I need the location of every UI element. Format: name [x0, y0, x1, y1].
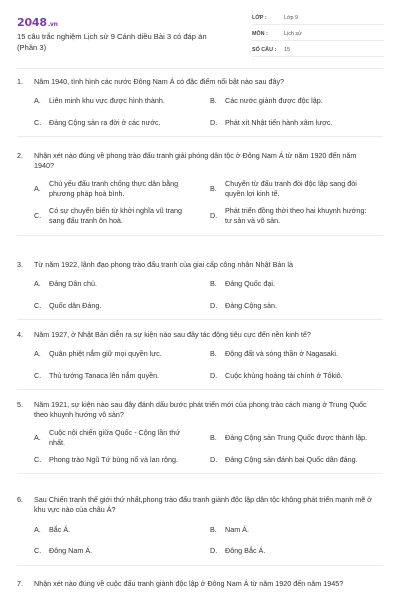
- header-divider: [17, 68, 383, 69]
- question-number: 7.: [17, 579, 23, 588]
- option-text: Phát triển đồng thời theo hai khuynh hướng: tư sản và vô sản.: [225, 205, 367, 226]
- question-body: Nhận xét nào đúng về cuộc đấu tranh giành độc lập ở Đông Nam Á từ năm 1920 đến năm 1945?: [34, 579, 344, 588]
- option-key: A.: [34, 433, 41, 443]
- option-c[interactable]: [34, 206, 210, 227]
- question-separator: [17, 319, 383, 320]
- option-text: Thủ tướng Tanaca lên nắm quyền.: [49, 370, 160, 380]
- question-separator: [17, 235, 383, 236]
- question-text: [17, 400, 383, 421]
- option-d[interactable]: [210, 546, 386, 556]
- option-text: Đảng Cộng sản.: [225, 300, 277, 310]
- option-a[interactable]: [34, 525, 210, 535]
- option-key: C.: [34, 210, 42, 220]
- option-text: Phát xít Nhật tiến hành xâm lược.: [225, 117, 333, 127]
- question-5: [17, 400, 383, 474]
- option-key: B.: [210, 96, 217, 106]
- option-grid: [34, 96, 383, 128]
- option-text: Đảng Cộng sản đánh bại Quốc dân đảng.: [225, 454, 358, 464]
- option-text: Đảng Cộng sản Trung Quốc được thành lập.: [225, 433, 368, 443]
- option-d[interactable]: [210, 455, 386, 465]
- option-key: B.: [210, 279, 217, 289]
- option-c[interactable]: [34, 546, 210, 556]
- option-key: C.: [34, 370, 42, 380]
- question-text: [17, 579, 383, 589]
- option-text: Đảng Quốc đại.: [225, 279, 275, 289]
- option-c[interactable]: [34, 118, 210, 128]
- meta-value: Lớp 9: [284, 14, 299, 21]
- option-grid: [34, 525, 383, 557]
- question-text: [17, 151, 383, 172]
- option-key: A.: [34, 279, 41, 289]
- question-2: [17, 151, 383, 236]
- meta-value: 15: [284, 46, 290, 53]
- option-key: D.: [210, 546, 218, 556]
- question-number: 3.: [17, 260, 23, 269]
- option-key: C.: [34, 546, 42, 556]
- option-b[interactable]: [210, 179, 386, 200]
- option-text: Bắc Á.: [49, 524, 71, 534]
- option-a[interactable]: [34, 96, 210, 106]
- option-c[interactable]: [34, 371, 210, 381]
- question-text: [17, 77, 383, 87]
- question-text: [17, 330, 383, 340]
- option-b[interactable]: [210, 349, 386, 359]
- meta-label: SỐ CÂU :: [252, 46, 277, 53]
- meta-label: MÔN :: [252, 30, 268, 37]
- question-6: [17, 495, 383, 566]
- option-text: Cuộc nội chiến giữa Quốc - Cộng lần thứ nhất.: [49, 427, 181, 448]
- option-text: Nam Á.: [225, 524, 249, 534]
- question-number: 6.: [17, 495, 23, 504]
- question-3: [17, 260, 383, 320]
- option-key: B.: [210, 184, 217, 194]
- document-title: 15 câu trắc nghiệm Lịch sử 9 Cánh diều Bài 3 có đáp án (Phần 3): [17, 32, 207, 52]
- option-a[interactable]: [34, 179, 210, 200]
- option-text: Động đất và sóng thần ở Nagasaki.: [225, 349, 338, 359]
- meta-value: Lịch sử: [284, 30, 302, 37]
- option-c[interactable]: [34, 301, 210, 311]
- option-text: Đông Bắc Á.: [225, 546, 266, 556]
- question-separator: [17, 473, 383, 474]
- option-d[interactable]: [210, 371, 386, 381]
- question-separator: [17, 565, 383, 566]
- option-c[interactable]: [34, 455, 210, 465]
- option-grid: [34, 279, 383, 311]
- option-key: B.: [210, 433, 217, 443]
- question-body: Nhận xét nào đúng về phong trào đấu tranh giải phóng dân tộc ở Đông Nam Á từ năm 1920 đến năm 1940?: [34, 151, 357, 171]
- option-key: D.: [210, 210, 218, 220]
- question-text: [17, 495, 383, 516]
- meta-row-class: [252, 13, 384, 25]
- question-number: 1.: [17, 77, 23, 86]
- option-text: Quốc dân Đảng.: [49, 300, 102, 310]
- question-number: 2.: [17, 151, 23, 160]
- option-key: A.: [34, 96, 41, 106]
- question-body: Năm 1927, ở Nhật Bản diễn ra sự kiện nào sau đây tác động tiêu cực đến nền kinh tế?: [34, 330, 311, 339]
- option-text: Liên minh khu vực được hình thành.: [49, 96, 165, 106]
- option-a[interactable]: [34, 428, 210, 449]
- question-body: Năm 1921, sự kiện nào sau đây đánh dấu bước phát triển mới của phong trào cách mạng ở Trung Quốc theo khuynh hướng vô sản?: [34, 400, 367, 420]
- option-text: Phong trào Ngũ Tứ bùng nổ và lan rộng.: [49, 454, 178, 464]
- option-b[interactable]: [210, 96, 386, 106]
- option-d[interactable]: [210, 206, 386, 227]
- option-key: C.: [34, 117, 42, 127]
- meta-row-count: [252, 45, 384, 57]
- meta-label: LỚP :: [252, 14, 267, 21]
- question-number: 5.: [17, 400, 23, 409]
- question-separator: [17, 389, 383, 390]
- question-4: [17, 330, 383, 390]
- option-d[interactable]: [210, 118, 386, 128]
- option-key: D.: [210, 300, 218, 310]
- question-body: Từ năm 1922, lãnh đạo phong trào đấu tranh của giai cấp công nhân Nhật Bản là: [34, 260, 293, 269]
- option-key: B.: [210, 349, 217, 359]
- meta-row-subject: [252, 29, 384, 41]
- option-b[interactable]: [210, 428, 386, 449]
- option-key: A.: [34, 524, 41, 534]
- site-logo[interactable]: [17, 16, 58, 31]
- logo-suffix: .vn: [47, 21, 58, 28]
- option-text: Quân phiệt nắm giữ mọi quyền lực.: [49, 349, 162, 359]
- option-key: D.: [210, 117, 218, 127]
- document-header: [0, 0, 400, 62]
- option-text: Chủ yếu đấu tranh chống thực dân bằng phương pháp hoà bình.: [49, 178, 179, 199]
- option-key: A.: [34, 184, 41, 194]
- option-grid: [34, 428, 383, 465]
- option-key: B.: [210, 524, 217, 534]
- question-body: Sau Chiến tranh thế giới thứ nhất,phong trào đấu tranh giành độc lập dân tộc không phát triển mạnh mẽ ở khu vực nào của châu Á?: [34, 495, 372, 515]
- option-b[interactable]: [210, 525, 386, 535]
- option-text: Các nước giành được độc lập.: [225, 96, 323, 106]
- option-d[interactable]: [210, 301, 386, 311]
- question-number: 4.: [17, 330, 23, 339]
- option-a[interactable]: [34, 279, 210, 289]
- logo-text: 2048: [17, 16, 47, 29]
- option-key: C.: [34, 300, 42, 310]
- option-text: Cuộc khủng hoảng tài chính ở Tôkiô.: [225, 370, 343, 380]
- option-text: Đảng Dân chủ.: [49, 279, 97, 289]
- option-grid: [34, 179, 383, 227]
- option-key: A.: [34, 349, 41, 359]
- question-1: [17, 77, 383, 137]
- option-text: Có sự chuyển biến từ khởi nghĩa vũ trang sang đấu tranh ôn hoà.: [49, 205, 183, 226]
- question-text: [17, 260, 383, 270]
- option-text: Đảng Cộng sản ra đời ở các nước.: [49, 117, 161, 127]
- option-text: Đông Nam Á.: [49, 546, 93, 556]
- option-key: D.: [210, 454, 218, 464]
- question-separator: [17, 136, 383, 137]
- question-body: Năm 1940, tình hình các nước Đông Nam Á có đặc điểm nổi bật nào sau đây?: [34, 77, 285, 86]
- option-key: D.: [210, 370, 218, 380]
- meta-info: [252, 13, 384, 61]
- option-text: Chuyển từ đấu tranh đòi độc lập sang đòi quyền lợi kinh tế.: [225, 178, 357, 199]
- option-grid: [34, 349, 383, 381]
- question-7: [17, 579, 383, 589]
- option-key: C.: [34, 454, 42, 464]
- option-a[interactable]: [34, 349, 210, 359]
- option-b[interactable]: [210, 279, 386, 289]
